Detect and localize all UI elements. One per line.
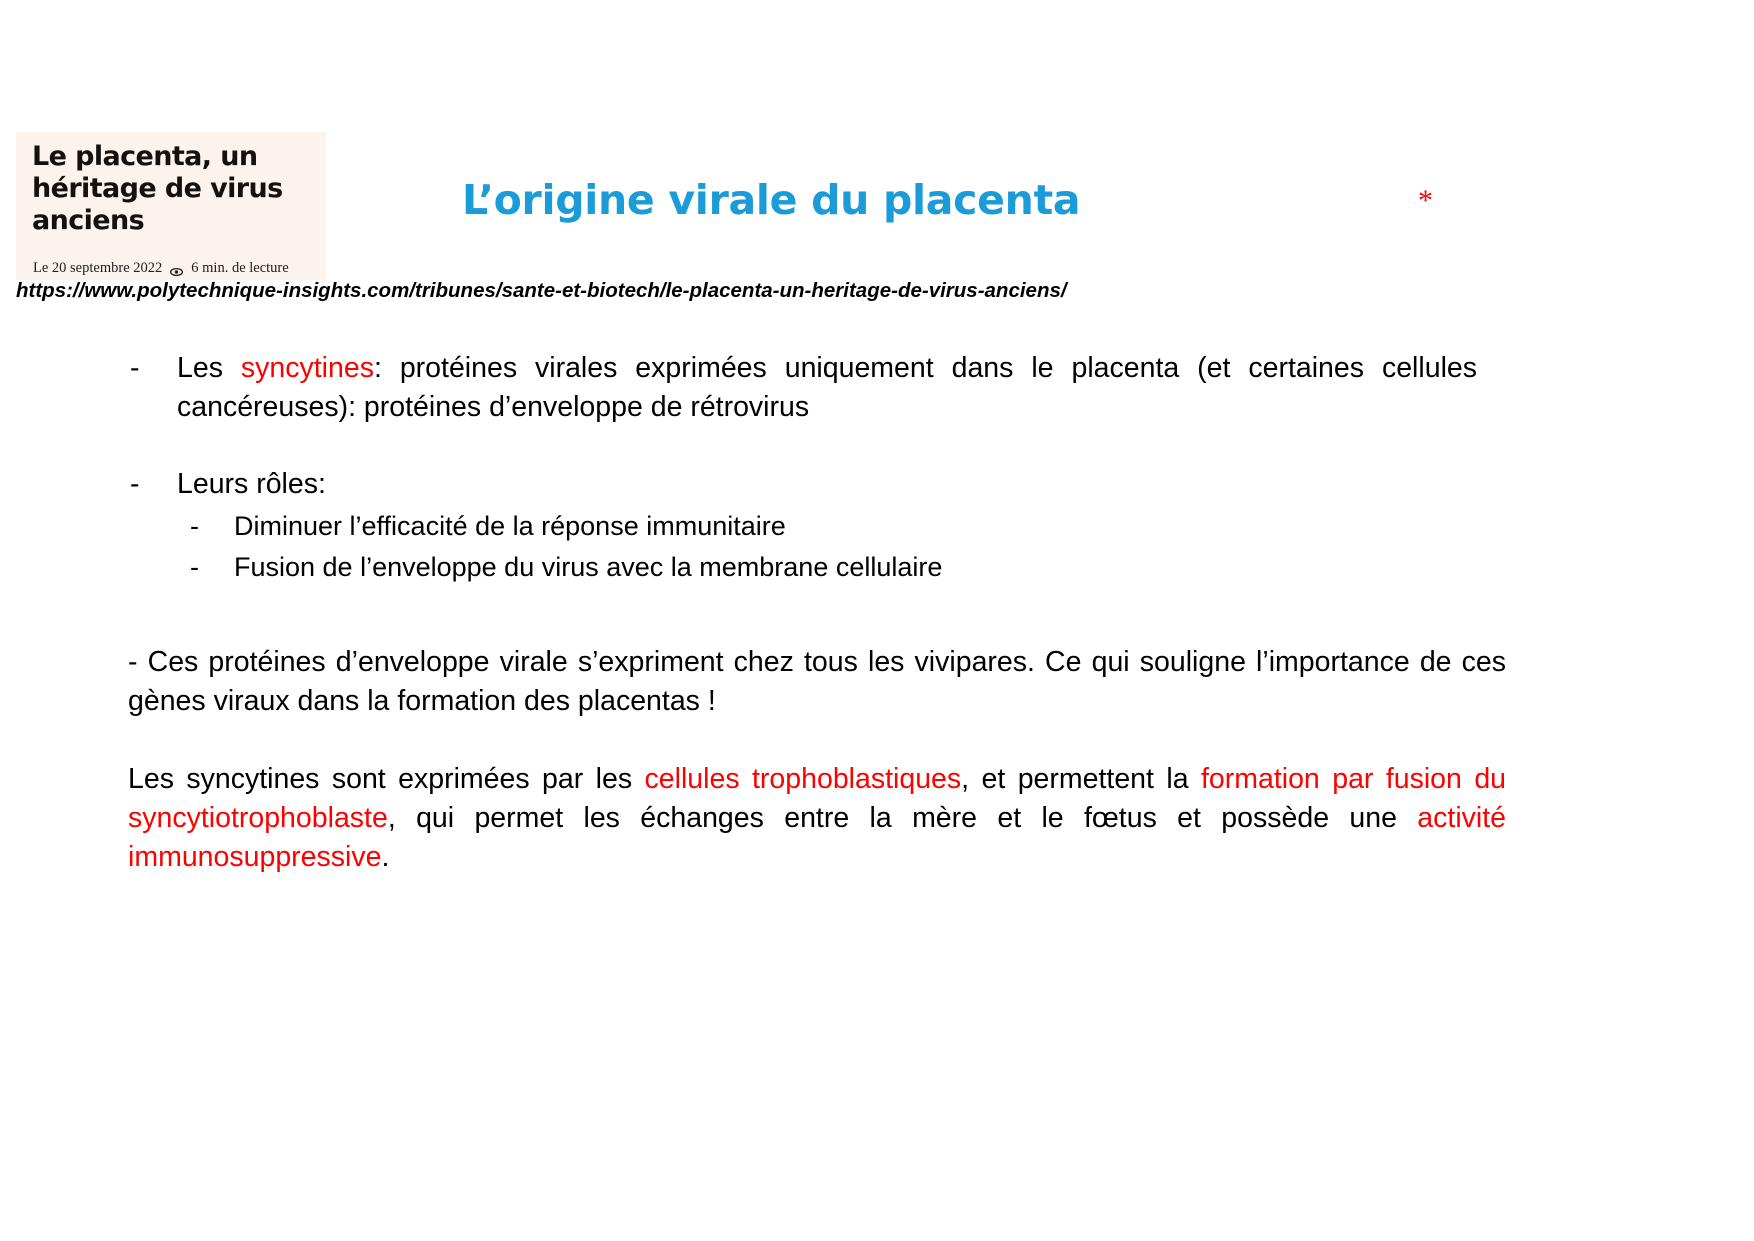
slide-title: L’origine virale du placenta: [462, 176, 1081, 224]
paragraph-syncytines-part-3: , qui permet les échanges entre la mère et le fœtus et possède une: [387, 802, 1418, 835]
eye-icon: [170, 265, 183, 275]
paragraph-syncytines: [128, 760, 1506, 877]
bullet-2-text: Leurs rôles:: [177, 468, 326, 500]
bullet-1-text-part-2: : protéines virales exprimées uniquement dans le placenta (et certaines cellules cancéreuses): protéines d’enveloppe de rétrovirus: [177, 352, 1477, 424]
article-clipping-reading-time: 6 min. de lecture: [191, 260, 289, 276]
sub-bullet-immunitaire: [190, 507, 1390, 545]
sub-bullet-2-text: Fusion de l’enveloppe du virus avec la membrane cellulaire: [234, 552, 943, 583]
bullet-item-syncytines: [130, 349, 1477, 427]
article-clipping-date: Le 20 septembre 2022: [33, 260, 163, 276]
sub-bullet-dash: -: [190, 552, 199, 583]
highlight-cellules-trophoblastiques: cellules trophoblastiques: [644, 763, 962, 795]
paragraph-vivipares: - Ces protéines d’enveloppe virale s’expriment chez tous les vivipares. Ce qui souligne l’importance de ces gènes viraux dans la formation des placentas !: [128, 646, 1506, 718]
bullet-item-roles: [130, 465, 1477, 504]
source-url-link[interactable]: https://www.polytechnique-insights.com/tribunes/sante-et-biotech/le-placenta-un-heritage-de-virus-anciens/: [16, 279, 1067, 302]
paragraph-syncytines-part-1: Les syncytines sont exprimées par les: [128, 763, 645, 795]
sub-bullet-list: [190, 507, 1390, 587]
sub-bullet-fusion: [190, 548, 1390, 586]
article-clipping-meta: [33, 260, 289, 277]
highlight-formation-fusion-syncytiotrophoblaste: formation par fusion du syncytiotrophoblaste: [128, 763, 1507, 835]
sub-bullet-1-text: Diminuer l’efficacité de la réponse immunitaire: [234, 511, 786, 541]
bullet-dash: -: [130, 352, 140, 384]
bullet-1-text-part-1: Les: [177, 352, 241, 384]
paragraph-syncytines-part-4: .: [381, 841, 390, 874]
highlight-activite-immunosuppressive: activité immunosuppressive: [128, 802, 1506, 874]
bullet-1-highlight-syncytines: syncytines: [240, 352, 374, 384]
bullet-dash: -: [130, 468, 140, 500]
sub-bullet-dash: -: [190, 511, 199, 541]
paragraph-syncytines-part-2: , et permettent la: [961, 763, 1201, 795]
article-clipping-image: [16, 132, 326, 280]
article-clipping-headline: Le placenta, un héritage de virus anciens: [32, 141, 283, 236]
asterisk-footnote-marker: *: [1418, 184, 1433, 217]
